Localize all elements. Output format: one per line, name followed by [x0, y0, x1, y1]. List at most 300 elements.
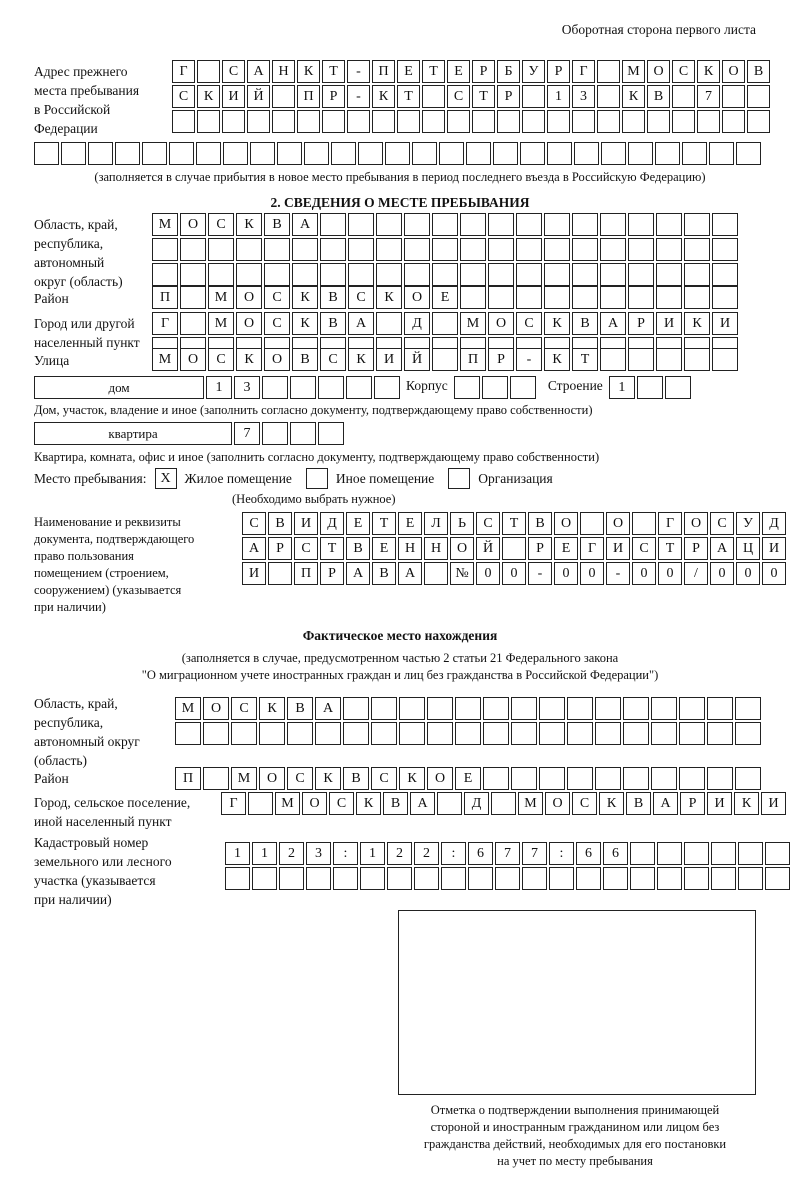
form-cell[interactable] — [735, 722, 761, 745]
form-cell[interactable]: 0 — [580, 562, 604, 585]
form-cell[interactable]: - — [347, 85, 370, 108]
form-cell[interactable] — [491, 792, 516, 815]
form-cell[interactable]: Р — [684, 537, 708, 560]
form-cell[interactable]: К — [622, 85, 645, 108]
form-cell[interactable] — [628, 263, 654, 286]
form-cell[interactable]: Р — [488, 348, 514, 371]
form-cell[interactable]: Й — [247, 85, 270, 108]
form-cell[interactable]: С — [710, 512, 734, 535]
form-cell[interactable] — [343, 697, 369, 720]
form-cell[interactable]: 0 — [554, 562, 578, 585]
form-cell[interactable]: Т — [320, 537, 344, 560]
form-cell[interactable] — [259, 722, 285, 745]
form-cell[interactable]: 3 — [234, 376, 260, 399]
form-cell[interactable] — [399, 722, 425, 745]
form-cell[interactable]: Е — [447, 60, 470, 83]
form-cell[interactable]: Г — [658, 512, 682, 535]
form-cell[interactable] — [152, 263, 178, 286]
form-cell[interactable] — [623, 722, 649, 745]
form-cell[interactable] — [656, 348, 682, 371]
form-cell[interactable] — [460, 263, 486, 286]
form-cell[interactable] — [466, 142, 491, 165]
form-cell[interactable] — [412, 142, 437, 165]
form-cell[interactable] — [483, 767, 509, 790]
form-cell[interactable] — [684, 263, 710, 286]
form-cell[interactable] — [707, 722, 733, 745]
form-cell[interactable] — [180, 286, 206, 309]
form-cell[interactable]: Р — [322, 85, 345, 108]
form-cell[interactable] — [348, 213, 374, 236]
stamp-box[interactable] — [398, 910, 756, 1095]
form-cell[interactable]: К — [376, 286, 402, 309]
form-cell[interactable]: Р — [528, 537, 552, 560]
form-cell[interactable] — [735, 767, 761, 790]
form-cell[interactable] — [684, 213, 710, 236]
form-cell[interactable] — [623, 767, 649, 790]
form-cell[interactable] — [712, 263, 738, 286]
form-cell[interactable] — [628, 142, 653, 165]
form-cell[interactable] — [684, 238, 710, 261]
form-cell[interactable] — [637, 376, 663, 399]
form-cell[interactable]: М — [208, 312, 234, 335]
form-cell[interactable]: Р — [547, 60, 570, 83]
form-cell[interactable] — [600, 213, 626, 236]
form-cell[interactable] — [279, 867, 304, 890]
form-cell[interactable]: В — [292, 348, 318, 371]
form-cell[interactable]: К — [697, 60, 720, 83]
form-cell[interactable]: - — [516, 348, 542, 371]
form-cell[interactable] — [236, 238, 262, 261]
form-cell[interactable] — [447, 110, 470, 133]
form-cell[interactable]: П — [175, 767, 201, 790]
form-cell[interactable]: П — [294, 562, 318, 585]
form-cell[interactable]: И — [222, 85, 245, 108]
form-cell[interactable]: 6 — [468, 842, 493, 865]
form-cell[interactable]: П — [152, 286, 178, 309]
form-cell[interactable]: - — [528, 562, 552, 585]
form-cell[interactable]: Г — [172, 60, 195, 83]
checkbox-organizaciya[interactable] — [448, 468, 470, 489]
form-cell[interactable]: К — [236, 348, 262, 371]
form-cell[interactable] — [707, 697, 733, 720]
form-cell[interactable] — [572, 238, 598, 261]
form-cell[interactable] — [576, 867, 601, 890]
form-cell[interactable] — [597, 85, 620, 108]
form-cell[interactable]: В — [528, 512, 552, 535]
form-cell[interactable] — [290, 376, 316, 399]
form-cell[interactable] — [439, 142, 464, 165]
form-cell[interactable]: № — [450, 562, 474, 585]
form-cell[interactable] — [572, 263, 598, 286]
form-cell[interactable] — [247, 110, 270, 133]
form-cell[interactable]: Б — [497, 60, 520, 83]
form-cell[interactable] — [343, 722, 369, 745]
form-cell[interactable] — [738, 867, 763, 890]
form-cell[interactable]: И — [707, 792, 732, 815]
form-cell[interactable] — [547, 142, 572, 165]
form-cell[interactable]: 7 — [234, 422, 260, 445]
form-cell[interactable] — [322, 110, 345, 133]
form-cell[interactable] — [454, 376, 480, 399]
form-cell[interactable]: Р — [320, 562, 344, 585]
form-cell[interactable] — [736, 142, 761, 165]
form-cell[interactable] — [488, 238, 514, 261]
form-cell[interactable] — [488, 213, 514, 236]
form-cell[interactable] — [595, 722, 621, 745]
form-cell[interactable]: Е — [554, 537, 578, 560]
form-cell[interactable]: Н — [272, 60, 295, 83]
form-cell[interactable] — [516, 286, 542, 309]
form-cell[interactable]: С — [329, 792, 354, 815]
form-cell[interactable]: О — [259, 767, 285, 790]
form-cell[interactable]: 1 — [609, 376, 635, 399]
form-cell[interactable] — [628, 238, 654, 261]
form-cell[interactable] — [348, 263, 374, 286]
form-cell[interactable] — [647, 110, 670, 133]
form-cell[interactable]: Г — [152, 312, 178, 335]
form-cell[interactable] — [544, 213, 570, 236]
form-cell[interactable] — [495, 867, 520, 890]
form-cell[interactable]: Й — [404, 348, 430, 371]
form-cell[interactable]: Й — [476, 537, 500, 560]
form-cell[interactable]: К — [372, 85, 395, 108]
form-cell[interactable] — [115, 142, 140, 165]
form-cell[interactable]: Р — [472, 60, 495, 83]
form-cell[interactable] — [493, 142, 518, 165]
form-cell[interactable]: А — [600, 312, 626, 335]
form-cell[interactable] — [601, 142, 626, 165]
form-cell[interactable] — [272, 110, 295, 133]
form-cell[interactable]: С — [264, 286, 290, 309]
form-cell[interactable] — [460, 238, 486, 261]
form-cell[interactable]: О — [606, 512, 630, 535]
form-cell[interactable]: К — [684, 312, 710, 335]
form-cell[interactable] — [707, 767, 733, 790]
form-cell[interactable]: 0 — [502, 562, 526, 585]
form-cell[interactable]: 0 — [476, 562, 500, 585]
form-cell[interactable]: С — [242, 512, 266, 535]
form-cell[interactable]: Г — [580, 537, 604, 560]
form-cell[interactable] — [580, 512, 604, 535]
form-cell[interactable]: И — [761, 792, 786, 815]
form-cell[interactable]: Г — [221, 792, 246, 815]
form-cell[interactable]: К — [315, 767, 341, 790]
form-cell[interactable]: К — [544, 312, 570, 335]
form-cell[interactable]: С — [172, 85, 195, 108]
form-cell[interactable] — [738, 842, 763, 865]
form-cell[interactable]: О — [404, 286, 430, 309]
form-cell[interactable] — [203, 722, 229, 745]
form-cell[interactable]: 1 — [206, 376, 232, 399]
form-cell[interactable] — [656, 286, 682, 309]
form-cell[interactable]: О — [684, 512, 708, 535]
form-cell[interactable] — [574, 142, 599, 165]
form-cell[interactable] — [460, 286, 486, 309]
form-cell[interactable] — [567, 697, 593, 720]
form-cell[interactable]: 1 — [252, 842, 277, 865]
form-cell[interactable]: А — [315, 697, 341, 720]
form-cell[interactable] — [665, 376, 691, 399]
form-cell[interactable] — [180, 312, 206, 335]
form-cell[interactable] — [657, 842, 682, 865]
form-cell[interactable]: - — [347, 60, 370, 83]
form-cell[interactable]: О — [302, 792, 327, 815]
form-cell[interactable]: В — [647, 85, 670, 108]
form-cell[interactable]: И — [762, 537, 786, 560]
form-cell[interactable] — [709, 142, 734, 165]
form-cell[interactable] — [483, 722, 509, 745]
form-cell[interactable] — [747, 85, 770, 108]
form-cell[interactable] — [172, 110, 195, 133]
form-cell[interactable] — [236, 263, 262, 286]
form-cell[interactable]: Е — [432, 286, 458, 309]
form-cell[interactable]: С — [476, 512, 500, 535]
form-cell[interactable] — [549, 867, 574, 890]
form-cell[interactable] — [656, 238, 682, 261]
form-cell[interactable]: 0 — [710, 562, 734, 585]
form-cell[interactable] — [603, 867, 628, 890]
form-cell[interactable]: М — [208, 286, 234, 309]
form-cell[interactable]: К — [297, 60, 320, 83]
form-cell[interactable]: М — [622, 60, 645, 83]
form-cell[interactable]: Т — [658, 537, 682, 560]
form-cell[interactable] — [88, 142, 113, 165]
form-cell[interactable] — [655, 142, 680, 165]
form-cell[interactable] — [432, 312, 458, 335]
form-cell[interactable] — [320, 263, 346, 286]
form-cell[interactable]: А — [292, 213, 318, 236]
form-cell[interactable]: 7 — [697, 85, 720, 108]
form-cell[interactable] — [262, 376, 288, 399]
form-cell[interactable] — [522, 110, 545, 133]
form-cell[interactable]: : — [333, 842, 358, 865]
form-cell[interactable] — [516, 238, 542, 261]
form-cell[interactable]: О — [647, 60, 670, 83]
form-cell[interactable]: И — [656, 312, 682, 335]
form-cell[interactable] — [572, 110, 595, 133]
form-cell[interactable] — [712, 213, 738, 236]
form-cell[interactable] — [600, 286, 626, 309]
form-cell[interactable] — [197, 60, 220, 83]
form-cell[interactable] — [595, 767, 621, 790]
form-cell[interactable] — [292, 263, 318, 286]
form-cell[interactable]: В — [264, 213, 290, 236]
form-cell[interactable] — [292, 238, 318, 261]
form-cell[interactable] — [320, 213, 346, 236]
form-cell[interactable] — [34, 142, 59, 165]
form-cell[interactable]: И — [294, 512, 318, 535]
form-cell[interactable]: 2 — [387, 842, 412, 865]
form-cell[interactable]: М — [275, 792, 300, 815]
form-cell[interactable]: О — [180, 213, 206, 236]
form-cell[interactable] — [169, 142, 194, 165]
form-cell[interactable]: Д — [320, 512, 344, 535]
form-cell[interactable] — [522, 867, 547, 890]
form-cell[interactable] — [488, 263, 514, 286]
form-cell[interactable] — [320, 238, 346, 261]
form-cell[interactable]: 0 — [736, 562, 760, 585]
form-cell[interactable] — [287, 722, 313, 745]
form-cell[interactable] — [656, 213, 682, 236]
form-cell[interactable] — [371, 697, 397, 720]
form-cell[interactable] — [711, 867, 736, 890]
form-cell[interactable] — [374, 376, 400, 399]
form-cell[interactable]: Н — [398, 537, 422, 560]
form-cell[interactable] — [547, 110, 570, 133]
form-cell[interactable] — [656, 263, 682, 286]
form-cell[interactable]: Е — [398, 512, 422, 535]
form-cell[interactable] — [441, 867, 466, 890]
form-cell[interactable]: А — [348, 312, 374, 335]
form-cell[interactable]: : — [549, 842, 574, 865]
form-cell[interactable]: К — [259, 697, 285, 720]
form-cell[interactable] — [455, 722, 481, 745]
form-cell[interactable] — [460, 213, 486, 236]
form-cell[interactable]: О — [554, 512, 578, 535]
form-cell[interactable]: Т — [397, 85, 420, 108]
form-cell[interactable] — [510, 376, 536, 399]
form-cell[interactable] — [511, 722, 537, 745]
form-cell[interactable]: Ц — [736, 537, 760, 560]
form-cell[interactable] — [142, 142, 167, 165]
form-cell[interactable] — [318, 422, 344, 445]
form-cell[interactable]: О — [427, 767, 453, 790]
form-cell[interactable]: М — [231, 767, 257, 790]
form-cell[interactable] — [264, 263, 290, 286]
form-cell[interactable] — [712, 238, 738, 261]
form-cell[interactable] — [175, 722, 201, 745]
form-cell[interactable]: А — [710, 537, 734, 560]
form-cell[interactable] — [432, 213, 458, 236]
form-cell[interactable] — [297, 110, 320, 133]
form-cell[interactable] — [722, 110, 745, 133]
form-cell[interactable]: И — [376, 348, 402, 371]
form-cell[interactable] — [722, 85, 745, 108]
form-cell[interactable]: Р — [628, 312, 654, 335]
form-cell[interactable] — [628, 213, 654, 236]
form-cell[interactable] — [290, 422, 316, 445]
form-cell[interactable]: Ь — [450, 512, 474, 535]
form-cell[interactable]: И — [712, 312, 738, 335]
form-cell[interactable] — [272, 85, 295, 108]
form-cell[interactable]: 3 — [306, 842, 331, 865]
form-cell[interactable]: В — [287, 697, 313, 720]
form-cell[interactable] — [208, 263, 234, 286]
form-cell[interactable] — [572, 286, 598, 309]
form-cell[interactable] — [684, 286, 710, 309]
form-cell[interactable] — [595, 697, 621, 720]
form-cell[interactable] — [346, 376, 372, 399]
form-cell[interactable]: Р — [268, 537, 292, 560]
form-cell[interactable]: Р — [497, 85, 520, 108]
form-cell[interactable] — [385, 142, 410, 165]
form-cell[interactable]: 0 — [632, 562, 656, 585]
form-cell[interactable] — [376, 238, 402, 261]
form-cell[interactable]: К — [236, 213, 262, 236]
form-cell[interactable] — [765, 867, 790, 890]
form-cell[interactable] — [712, 286, 738, 309]
form-cell[interactable]: 1 — [547, 85, 570, 108]
form-cell[interactable] — [404, 213, 430, 236]
form-cell[interactable]: Д — [762, 512, 786, 535]
form-cell[interactable] — [376, 263, 402, 286]
form-cell[interactable]: В — [346, 537, 370, 560]
form-cell[interactable] — [315, 722, 341, 745]
form-cell[interactable] — [331, 142, 356, 165]
form-cell[interactable]: 0 — [658, 562, 682, 585]
form-cell[interactable] — [231, 722, 257, 745]
form-cell[interactable]: / — [684, 562, 708, 585]
form-cell[interactable]: О — [488, 312, 514, 335]
form-cell[interactable] — [482, 376, 508, 399]
form-cell[interactable]: 2 — [414, 842, 439, 865]
form-cell[interactable]: 7 — [495, 842, 520, 865]
form-cell[interactable]: К — [356, 792, 381, 815]
form-cell[interactable]: С — [231, 697, 257, 720]
form-cell[interactable]: М — [152, 213, 178, 236]
form-cell[interactable] — [520, 142, 545, 165]
form-cell[interactable]: С — [320, 348, 346, 371]
form-cell[interactable] — [600, 263, 626, 286]
form-cell[interactable] — [277, 142, 302, 165]
form-cell[interactable]: А — [410, 792, 435, 815]
form-cell[interactable]: 7 — [522, 842, 547, 865]
form-cell[interactable] — [222, 110, 245, 133]
form-cell[interactable]: А — [247, 60, 270, 83]
form-cell[interactable] — [711, 842, 736, 865]
form-cell[interactable] — [630, 842, 655, 865]
form-cell[interactable] — [597, 110, 620, 133]
form-cell[interactable]: 2 — [279, 842, 304, 865]
form-cell[interactable] — [397, 110, 420, 133]
form-cell[interactable] — [657, 867, 682, 890]
checkbox-zhiloe[interactable]: Х — [155, 468, 177, 489]
form-cell[interactable] — [502, 537, 526, 560]
form-cell[interactable] — [371, 722, 397, 745]
form-cell[interactable]: Т — [322, 60, 345, 83]
form-cell[interactable]: Т — [422, 60, 445, 83]
form-cell[interactable] — [250, 142, 275, 165]
form-cell[interactable]: М — [152, 348, 178, 371]
form-cell[interactable] — [539, 767, 565, 790]
form-cell[interactable]: К — [734, 792, 759, 815]
form-cell[interactable] — [735, 697, 761, 720]
form-cell[interactable]: С — [222, 60, 245, 83]
form-cell[interactable]: С — [371, 767, 397, 790]
form-cell[interactable] — [387, 867, 412, 890]
form-cell[interactable]: Д — [404, 312, 430, 335]
form-cell[interactable] — [358, 142, 383, 165]
form-cell[interactable]: С — [672, 60, 695, 83]
form-cell[interactable]: К — [599, 792, 624, 815]
form-cell[interactable]: В — [747, 60, 770, 83]
form-cell[interactable]: С — [287, 767, 313, 790]
form-cell[interactable] — [682, 142, 707, 165]
form-cell[interactable]: 3 — [572, 85, 595, 108]
form-cell[interactable]: О — [236, 286, 262, 309]
form-cell[interactable] — [203, 767, 229, 790]
form-cell[interactable]: С — [264, 312, 290, 335]
form-cell[interactable] — [567, 722, 593, 745]
form-cell[interactable] — [651, 697, 677, 720]
form-cell[interactable]: М — [518, 792, 543, 815]
form-cell[interactable] — [455, 697, 481, 720]
form-cell[interactable] — [223, 142, 248, 165]
form-cell[interactable] — [697, 110, 720, 133]
form-cell[interactable]: К — [544, 348, 570, 371]
form-cell[interactable]: П — [460, 348, 486, 371]
form-cell[interactable]: В — [572, 312, 598, 335]
